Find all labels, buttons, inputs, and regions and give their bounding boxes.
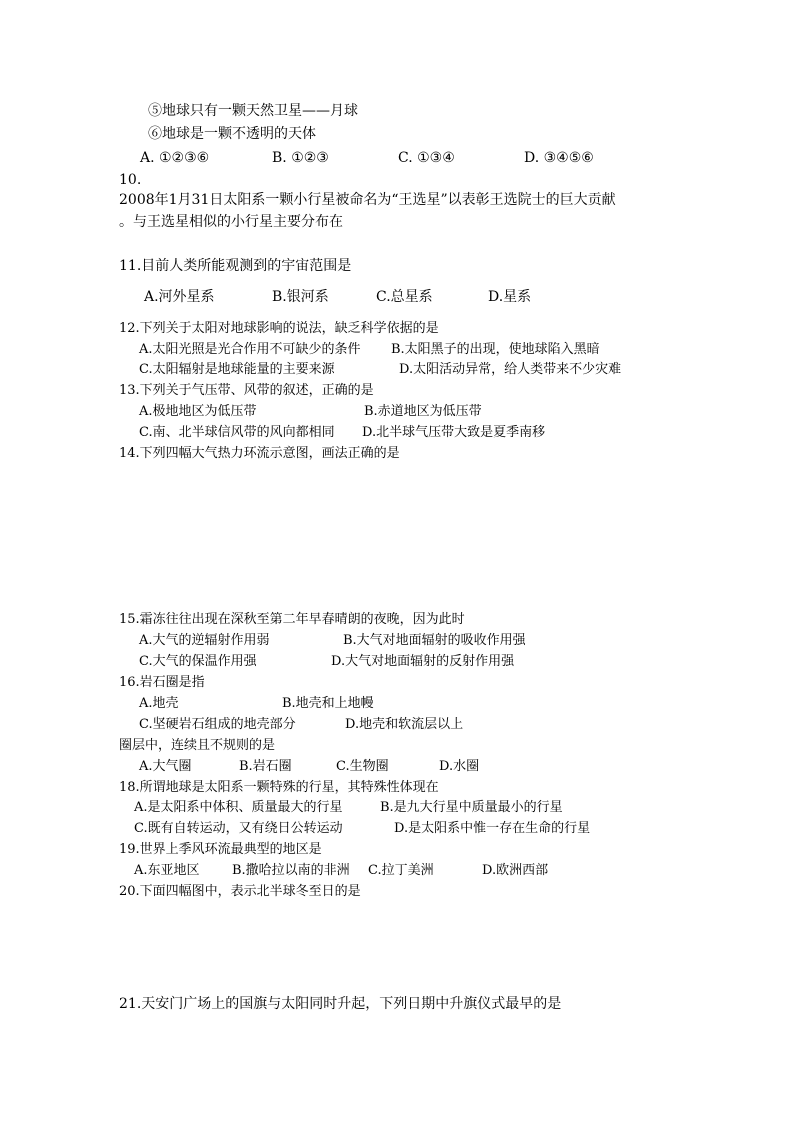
- q13-option-a[interactable]: A.极地地区为低压带: [139, 404, 257, 419]
- q15-option-c[interactable]: C.大气的保温作用强: [139, 654, 257, 669]
- q11-option-a[interactable]: A.河外星系: [144, 289, 215, 305]
- q16-option-b[interactable]: B.地壳和上地幔: [282, 696, 374, 711]
- q9-item-6: ⑥地球是一颗不透明的天体: [148, 126, 316, 142]
- q9-option-a[interactable]: A. ①②③⑥: [140, 150, 210, 166]
- q19-stem: 19.世界上季风环流最典型的地区是: [119, 842, 322, 857]
- q11-option-b[interactable]: B.银河系: [272, 289, 329, 305]
- q10-stem-line2: 。与王选星相似的小行星主要分布在: [119, 214, 343, 230]
- q11-option-c[interactable]: C.总星系: [376, 289, 433, 305]
- q18-stem: 18.所谓地球是太阳系一颗特殊的行星，其特殊性体现在: [119, 780, 439, 795]
- q15-option-d[interactable]: D.大气对地面辐射的反射作用强: [331, 654, 515, 669]
- q19-option-a[interactable]: A.东亚地区: [134, 863, 200, 878]
- q19-option-d[interactable]: D.欧洲西部: [482, 863, 549, 878]
- q15-stem: 15.霜冻往往出现在深秋至第二年早春晴朗的夜晚，因为此时: [119, 612, 465, 627]
- q19-option-c[interactable]: C.拉丁美洲: [368, 863, 434, 878]
- q9-option-b[interactable]: B. ①②③: [272, 150, 329, 166]
- q17-option-b[interactable]: B.岩石圈: [239, 759, 292, 774]
- q14-stem: 14.下列四幅大气热力环流示意图，画法正确的是: [119, 446, 400, 461]
- q18-option-a[interactable]: A.是太阳系中体积、质量最大的行星: [134, 800, 343, 815]
- q12-option-b[interactable]: B.太阳黑子的出现，使地球陷入黑暗: [391, 342, 600, 357]
- q19-option-b[interactable]: B.撒哈拉以南的非洲: [232, 863, 350, 878]
- q11-option-d[interactable]: D.星系: [488, 289, 532, 305]
- q15-option-a[interactable]: A.大气的逆辐射作用弱: [139, 633, 270, 648]
- q12-option-a[interactable]: A.太阳光照是光合作用不可缺少的条件: [139, 342, 361, 357]
- q13-option-b[interactable]: B.赤道地区为低压带: [364, 404, 482, 419]
- q17-stem: 圈层中，连续且不规则的是: [119, 738, 276, 753]
- q16-option-c[interactable]: C.坚硬岩石组成的地壳部分: [139, 717, 296, 732]
- q16-stem: 16.岩石圈是指: [119, 675, 205, 690]
- q17-option-d[interactable]: D.水圈: [439, 759, 480, 774]
- q9-option-d[interactable]: D. ③④⑤⑥: [524, 150, 594, 166]
- q18-option-d[interactable]: D.是太阳系中惟一存在生命的行星: [394, 821, 591, 836]
- q18-option-b[interactable]: B.是九大行星中质量最小的行星: [380, 800, 563, 815]
- q12-stem: 12.下列关于太阳对地球影响的说法，缺乏科学依据的是: [119, 321, 439, 336]
- q20-stem: 20.下面四幅图中，表示北半球冬至日的是: [119, 884, 361, 899]
- q9-item-5: ⑤地球只有一颗天然卫星——月球: [148, 103, 358, 119]
- q11-stem: 11.目前人类所能观测到的宇宙范围是: [119, 258, 352, 274]
- q17-option-c[interactable]: C.生物圈: [336, 759, 389, 774]
- q18-option-c[interactable]: C.既有自转运动，又有绕日公转运动: [134, 821, 343, 836]
- q13-option-c[interactable]: C.南、北半球信风带的风向都相同: [139, 425, 335, 440]
- q21-stem: 21.天安门广场上的国旗与太阳同时升起，下列日期中升旗仪式最早的是: [119, 996, 562, 1012]
- q16-option-a[interactable]: A.地壳: [139, 696, 179, 711]
- q13-stem: 13.下列关于气压带、风带的叙述，正确的是: [119, 383, 374, 398]
- q10-number: 10.: [119, 172, 142, 188]
- q17-option-a[interactable]: A.大气圈: [139, 759, 192, 774]
- q10-stem-line1: 2008年1月31日太阳系一颗小行星被命名为“王选星”以表彰王选院士的巨大贡献: [119, 192, 616, 208]
- q15-option-b[interactable]: B.大气对地面辐射的吸收作用强: [343, 633, 526, 648]
- q12-option-c[interactable]: C.太阳辐射是地球能量的主要来源: [139, 362, 335, 377]
- q16-option-d[interactable]: D.地壳和软流层以上: [345, 717, 464, 732]
- q13-option-d[interactable]: D.北半球气压带大致是夏季南移: [362, 425, 546, 440]
- q12-option-d[interactable]: D.太阳活动异常，给人类带来不少灾难: [399, 362, 622, 377]
- q9-option-c[interactable]: C. ①③④: [398, 150, 455, 166]
